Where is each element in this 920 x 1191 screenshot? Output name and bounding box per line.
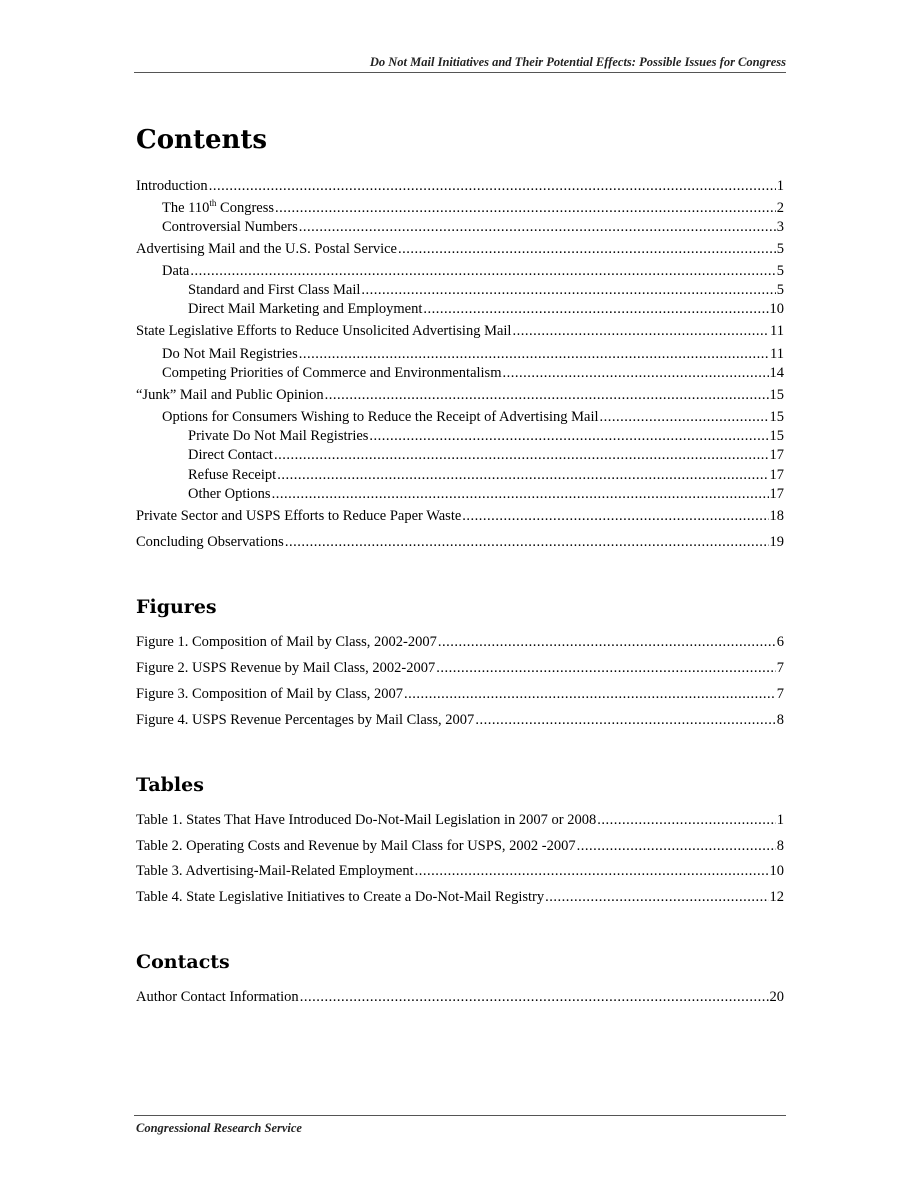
dot-leader [369, 428, 768, 445]
toc-entry-label: Standard and First Class Mail [188, 282, 361, 298]
toc-entry-label: Figure 4. USPS Revenue Percentages by Mail Class, 2007 [136, 712, 475, 728]
toc-entry-label: Table 3. Advertising-Mail-Related Employment [136, 863, 414, 879]
toc-entry-do-not-mail-registries[interactable] [136, 346, 784, 363]
dot-leader [423, 301, 768, 318]
toc-entry-label: Private Do Not Mail Registries [188, 428, 369, 444]
toc-entry-data[interactable] [136, 263, 784, 280]
dot-leader [398, 241, 776, 258]
dot-leader [436, 660, 775, 677]
dot-leader [502, 365, 768, 382]
toc-entry-label: Private Sector and USPS Efforts to Reduce Paper Waste [136, 508, 462, 524]
toc-entry-page: 3 [776, 219, 784, 235]
running-header: Do Not Mail Initiatives and Their Potential Effects: Possible Issues for Congress [369, 55, 786, 69]
toc-entry-page: 1 [776, 178, 784, 194]
figures-heading: Figures [136, 596, 217, 618]
toc-entry-page: 17 [769, 447, 784, 463]
toc-entry-junk-mail-opinion[interactable] [136, 387, 784, 404]
toc-entry-label: Table 4. State Legislative Initiatives to Create a Do-Not-Mail Registry [136, 889, 545, 905]
toc-entry-page: 11 [770, 323, 784, 339]
header-rule [134, 72, 786, 73]
figure-entry[interactable] [136, 660, 784, 677]
dot-leader [600, 409, 769, 426]
footer-organization: Congressional Research Service [136, 1121, 302, 1135]
toc-entry-label: “Junk” Mail and Public Opinion [136, 387, 324, 403]
toc-entry-page: 2 [776, 200, 784, 216]
dot-leader [285, 534, 769, 551]
tables-heading: Tables [136, 774, 204, 796]
dot-leader [325, 387, 769, 404]
toc-entry-page: 17 [769, 486, 784, 502]
toc-entry-page: 8 [776, 712, 784, 728]
toc-entry-page: 8 [776, 838, 784, 854]
toc-entry-label: Other Options [188, 486, 271, 502]
toc-entry-label: Competing Priorities of Commerce and Environmentalism [162, 365, 502, 381]
footer-rule [134, 1115, 786, 1116]
ordinal-superscript: th [209, 198, 217, 209]
contacts-heading: Contacts [136, 951, 230, 973]
toc-entry-label: Figure 1. Composition of Mail by Class, 2002-2007 [136, 634, 437, 650]
toc-entry-label: Direct Contact [188, 447, 273, 463]
table-entry[interactable] [136, 863, 784, 880]
toc-entry-label: Table 1. States That Have Introduced Do-Not-Mail Legislation in 2007 or 2008 [136, 812, 597, 828]
toc-entry-label: Options for Consumers Wishing to Reduce the Receipt of Advertising Mail [162, 409, 599, 425]
figure-entry[interactable] [136, 712, 784, 729]
toc-entry-page: 15 [769, 409, 784, 425]
figure-entry[interactable] [136, 686, 784, 703]
toc-entry-110th-congress[interactable] [136, 200, 784, 217]
toc-entry-label: Figure 3. Composition of Mail by Class, 2007 [136, 686, 404, 702]
dot-leader [597, 812, 776, 829]
toc-entry-private-do-not-mail[interactable] [136, 428, 784, 445]
toc-entry-options-for-consumers[interactable] [136, 409, 784, 426]
dot-leader [404, 686, 776, 703]
toc-entry-page: 20 [769, 989, 784, 1005]
toc-entry-label: The 110th Congress [162, 198, 275, 216]
dot-leader [415, 863, 769, 880]
dot-leader [545, 889, 768, 906]
dot-leader [209, 178, 776, 195]
dot-leader [190, 263, 775, 280]
toc-entry-page: 17 [769, 467, 784, 483]
toc-entry-page: 15 [769, 428, 784, 444]
dot-leader [277, 467, 768, 484]
toc-entry-label: Direct Mail Marketing and Employment [188, 301, 423, 317]
toc-entry-page: 7 [776, 660, 784, 676]
toc-entry-page: 14 [769, 365, 784, 381]
toc-entry-label: Advertising Mail and the U.S. Postal Service [136, 241, 397, 257]
dot-leader [577, 838, 776, 855]
toc-entry-page: 12 [769, 889, 784, 905]
toc-entry-page: 10 [769, 301, 784, 317]
toc-entry-advertising-mail[interactable] [136, 241, 784, 258]
dot-leader [462, 508, 768, 525]
toc-entry-refuse-receipt[interactable] [136, 467, 784, 484]
toc-entry-competing-priorities[interactable] [136, 365, 784, 382]
contents-heading: Contents [136, 125, 268, 155]
toc-entry-label: Introduction [136, 178, 208, 194]
toc-entry-controversial-numbers[interactable] [136, 219, 784, 236]
toc-entry-page: 11 [770, 346, 784, 362]
contact-entry[interactable] [136, 989, 784, 1006]
dot-leader [275, 200, 776, 217]
dot-leader [512, 323, 769, 340]
toc-entry-label: Controversial Numbers [162, 219, 298, 235]
toc-entry-page: 5 [776, 282, 784, 298]
dot-leader [438, 634, 776, 651]
toc-entry-page: 5 [776, 241, 784, 257]
toc-entry-page: 7 [776, 686, 784, 702]
toc-entry-standard-first-class[interactable] [136, 282, 784, 299]
dot-leader [272, 486, 769, 503]
dot-leader [300, 989, 769, 1006]
dot-leader [361, 282, 775, 299]
toc-entry-label: Author Contact Information [136, 989, 299, 1005]
toc-entry-other-options[interactable] [136, 486, 784, 503]
toc-entry-private-sector-usps[interactable] [136, 508, 784, 525]
toc-entry-page: 18 [769, 508, 784, 524]
toc-entry-label: Figure 2. USPS Revenue by Mail Class, 2002-2007 [136, 660, 436, 676]
toc-entry-label: Concluding Observations [136, 534, 284, 550]
figure-entry[interactable] [136, 634, 784, 651]
toc-entry-label: Data [162, 263, 190, 279]
toc-entry-page: 19 [769, 534, 784, 550]
toc-entry-label: State Legislative Efforts to Reduce Unsolicited Advertising Mail [136, 323, 512, 339]
table-entry[interactable] [136, 812, 784, 829]
toc-entry-page: 1 [776, 812, 784, 828]
toc-entry-label: Do Not Mail Registries [162, 346, 298, 362]
toc-entry-page: 15 [769, 387, 784, 403]
toc-entry-state-legislative-efforts[interactable] [136, 323, 784, 340]
toc-entry-concluding-observations[interactable] [136, 534, 784, 551]
table-entry[interactable] [136, 889, 784, 906]
dot-leader [475, 712, 775, 729]
toc-entry-page: 5 [776, 263, 784, 279]
toc-entry-page: 6 [776, 634, 784, 650]
toc-entry-direct-mail-marketing[interactable] [136, 301, 784, 318]
dot-leader [299, 346, 769, 363]
toc-entry-direct-contact[interactable] [136, 447, 784, 464]
toc-entry-label: Refuse Receipt [188, 467, 277, 483]
table-entry[interactable] [136, 838, 784, 855]
toc-entry-page: 10 [769, 863, 784, 879]
toc-entry-label: Table 2. Operating Costs and Revenue by Mail Class for USPS, 2002 -2007 [136, 838, 576, 854]
toc-entry-introduction[interactable] [136, 178, 784, 195]
dot-leader [299, 219, 776, 236]
dot-leader [274, 447, 769, 464]
